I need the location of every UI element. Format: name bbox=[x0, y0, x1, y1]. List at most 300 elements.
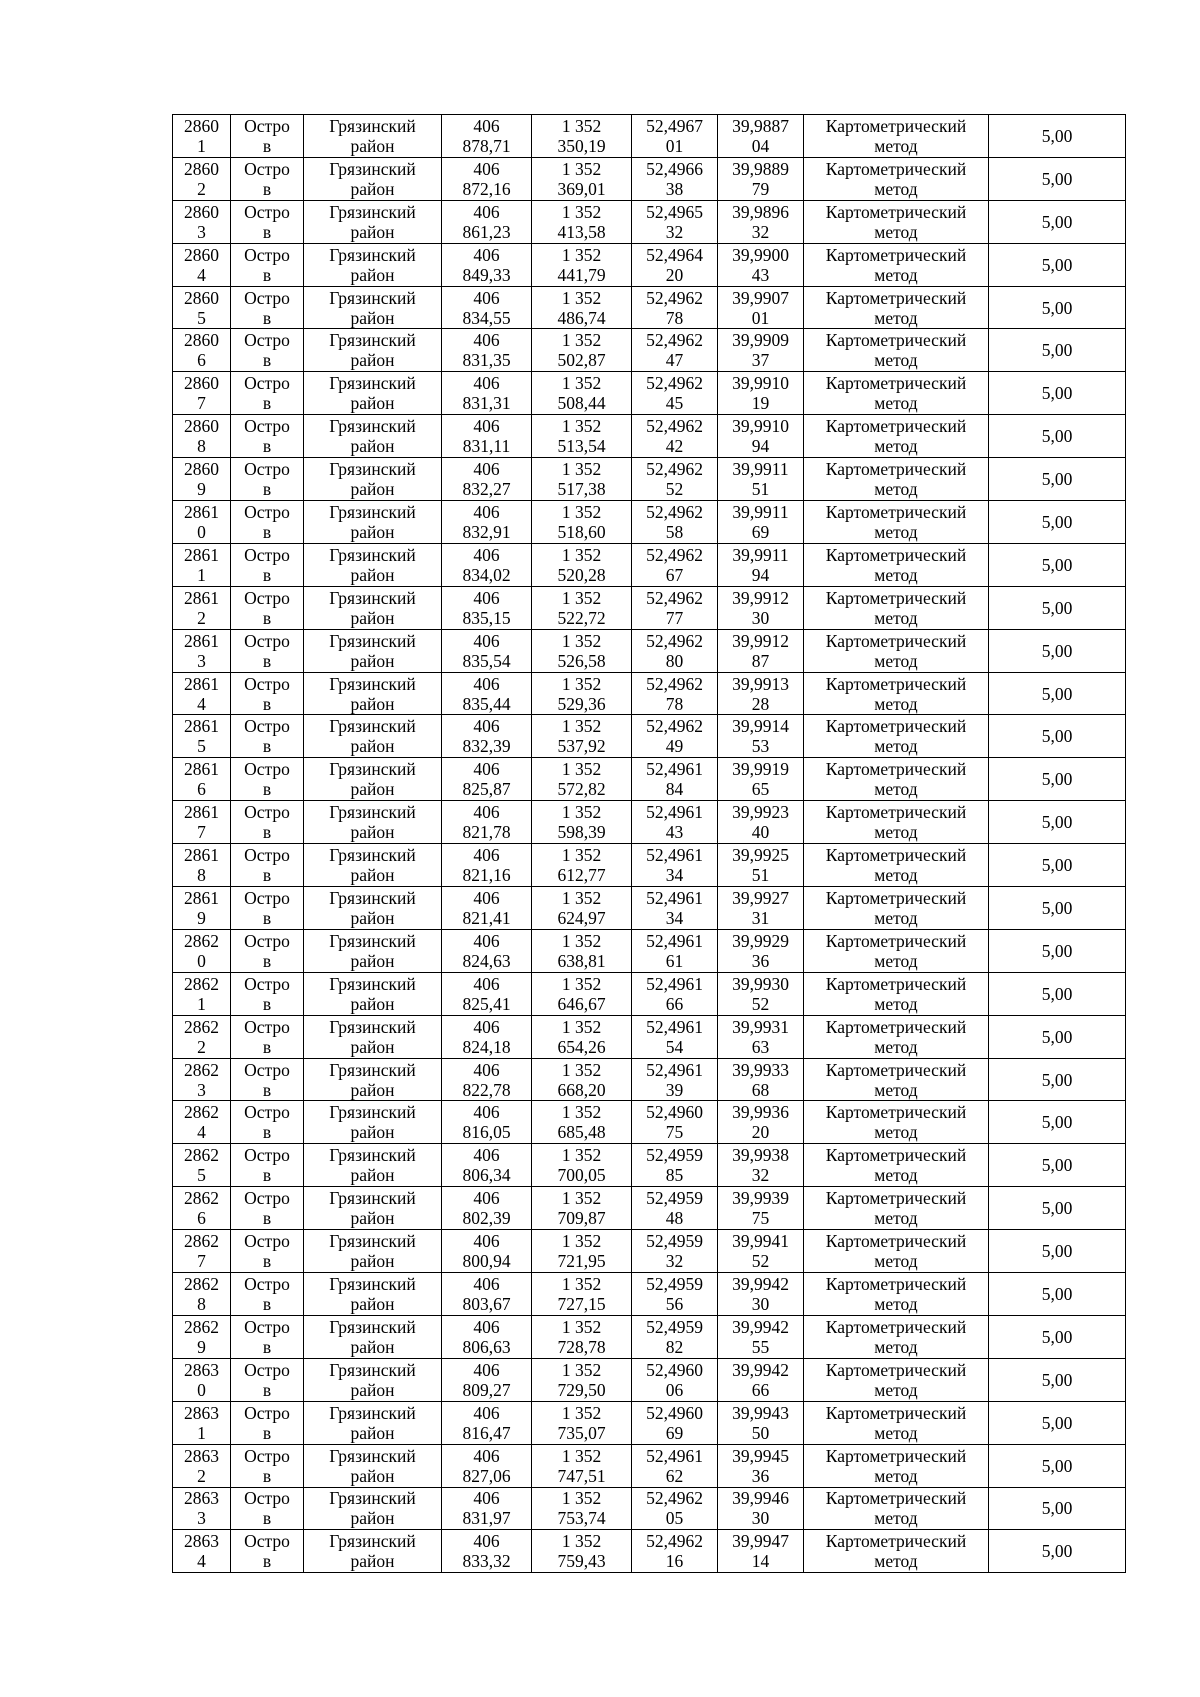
accuracy-cell: 5,00 bbox=[989, 1358, 1126, 1401]
object-type-cell: Остро в bbox=[231, 1101, 304, 1144]
object-type-cell: Остро в bbox=[231, 1444, 304, 1487]
accuracy-cell: 5,00 bbox=[989, 1401, 1126, 1444]
table-row bbox=[173, 329, 1126, 372]
accuracy-cell: 5,00 bbox=[989, 372, 1126, 415]
coord-x-cell: 406 872,16 bbox=[442, 157, 532, 200]
longitude-cell: 39,9919 65 bbox=[718, 758, 804, 801]
district-cell: Грязинский район bbox=[304, 629, 442, 672]
object-type-cell: Остро в bbox=[231, 1015, 304, 1058]
object-type-cell: Остро в bbox=[231, 887, 304, 930]
coord-y-cell: 1 352 700,05 bbox=[532, 1144, 632, 1187]
point-number-cell: 2860 1 bbox=[173, 115, 231, 158]
district-cell: Грязинский район bbox=[304, 1487, 442, 1530]
table-row bbox=[173, 1487, 1126, 1530]
point-number-cell: 2862 5 bbox=[173, 1144, 231, 1187]
table-row bbox=[173, 1187, 1126, 1230]
district-cell: Грязинский район bbox=[304, 115, 442, 158]
method-cell: Картометрический метод bbox=[804, 929, 989, 972]
longitude-cell: 39,9930 52 bbox=[718, 972, 804, 1015]
coord-x-cell: 406 832,27 bbox=[442, 458, 532, 501]
table-row bbox=[173, 372, 1126, 415]
coord-x-cell: 406 822,78 bbox=[442, 1058, 532, 1101]
latitude-cell: 52,4967 01 bbox=[632, 115, 718, 158]
coord-x-cell: 406 827,06 bbox=[442, 1444, 532, 1487]
longitude-cell: 39,9947 14 bbox=[718, 1530, 804, 1573]
latitude-cell: 52,4965 32 bbox=[632, 200, 718, 243]
point-number-cell: 2863 1 bbox=[173, 1401, 231, 1444]
point-number-cell: 2862 7 bbox=[173, 1230, 231, 1273]
accuracy-cell: 5,00 bbox=[989, 1144, 1126, 1187]
longitude-cell: 39,9900 43 bbox=[718, 243, 804, 286]
object-type-cell: Остро в bbox=[231, 157, 304, 200]
method-cell: Картометрический метод bbox=[804, 243, 989, 286]
coord-x-cell: 406 834,55 bbox=[442, 286, 532, 329]
method-cell: Картометрический метод bbox=[804, 501, 989, 544]
method-cell: Картометрический метод bbox=[804, 1230, 989, 1273]
method-cell: Картометрический метод bbox=[804, 329, 989, 372]
longitude-cell: 39,9911 51 bbox=[718, 458, 804, 501]
object-type-cell: Остро в bbox=[231, 801, 304, 844]
table-row bbox=[173, 758, 1126, 801]
accuracy-cell: 5,00 bbox=[989, 1444, 1126, 1487]
coord-y-cell: 1 352 518,60 bbox=[532, 501, 632, 544]
coord-y-cell: 1 352 747,51 bbox=[532, 1444, 632, 1487]
district-cell: Грязинский район bbox=[304, 1101, 442, 1144]
latitude-cell: 52,4961 84 bbox=[632, 758, 718, 801]
accuracy-cell: 5,00 bbox=[989, 844, 1126, 887]
district-cell: Грязинский район bbox=[304, 372, 442, 415]
method-cell: Картометрический метод bbox=[804, 672, 989, 715]
object-type-cell: Остро в bbox=[231, 543, 304, 586]
table-row bbox=[173, 157, 1126, 200]
coord-y-cell: 1 352 537,92 bbox=[532, 715, 632, 758]
coord-x-cell: 406 831,11 bbox=[442, 415, 532, 458]
point-number-cell: 2861 8 bbox=[173, 844, 231, 887]
longitude-cell: 39,9911 94 bbox=[718, 543, 804, 586]
accuracy-cell: 5,00 bbox=[989, 1101, 1126, 1144]
accuracy-cell: 5,00 bbox=[989, 972, 1126, 1015]
object-type-cell: Остро в bbox=[231, 1187, 304, 1230]
point-number-cell: 2861 3 bbox=[173, 629, 231, 672]
district-cell: Грязинский район bbox=[304, 1358, 442, 1401]
table-row bbox=[173, 415, 1126, 458]
method-cell: Картометрический метод bbox=[804, 115, 989, 158]
coord-y-cell: 1 352 572,82 bbox=[532, 758, 632, 801]
point-number-cell: 2860 8 bbox=[173, 415, 231, 458]
district-cell: Грязинский район bbox=[304, 586, 442, 629]
method-cell: Картометрический метод bbox=[804, 629, 989, 672]
point-number-cell: 2861 4 bbox=[173, 672, 231, 715]
longitude-cell: 39,9936 20 bbox=[718, 1101, 804, 1144]
object-type-cell: Остро в bbox=[231, 286, 304, 329]
method-cell: Картометрический метод bbox=[804, 801, 989, 844]
coord-y-cell: 1 352 735,07 bbox=[532, 1401, 632, 1444]
district-cell: Грязинский район bbox=[304, 801, 442, 844]
district-cell: Грязинский район bbox=[304, 243, 442, 286]
method-cell: Картометрический метод bbox=[804, 200, 989, 243]
table-row bbox=[173, 1315, 1126, 1358]
table-row bbox=[173, 1230, 1126, 1273]
district-cell: Грязинский район bbox=[304, 672, 442, 715]
method-cell: Картометрический метод bbox=[804, 543, 989, 586]
point-number-cell: 2861 0 bbox=[173, 501, 231, 544]
longitude-cell: 39,9923 40 bbox=[718, 801, 804, 844]
latitude-cell: 52,4959 82 bbox=[632, 1315, 718, 1358]
longitude-cell: 39,9912 87 bbox=[718, 629, 804, 672]
coord-y-cell: 1 352 654,26 bbox=[532, 1015, 632, 1058]
district-cell: Грязинский район bbox=[304, 715, 442, 758]
coord-x-cell: 406 834,02 bbox=[442, 543, 532, 586]
coord-x-cell: 406 849,33 bbox=[442, 243, 532, 286]
district-cell: Грязинский район bbox=[304, 157, 442, 200]
coord-x-cell: 406 825,87 bbox=[442, 758, 532, 801]
object-type-cell: Остро в bbox=[231, 501, 304, 544]
object-type-cell: Остро в bbox=[231, 929, 304, 972]
longitude-cell: 39,9929 36 bbox=[718, 929, 804, 972]
coord-y-cell: 1 352 520,28 bbox=[532, 543, 632, 586]
district-cell: Грязинский район bbox=[304, 1230, 442, 1273]
latitude-cell: 52,4961 43 bbox=[632, 801, 718, 844]
district-cell: Грязинский район bbox=[304, 1058, 442, 1101]
point-number-cell: 2860 9 bbox=[173, 458, 231, 501]
table-row bbox=[173, 1444, 1126, 1487]
table-row bbox=[173, 501, 1126, 544]
accuracy-cell: 5,00 bbox=[989, 458, 1126, 501]
longitude-cell: 39,9938 32 bbox=[718, 1144, 804, 1187]
coord-y-cell: 1 352 646,67 bbox=[532, 972, 632, 1015]
point-number-cell: 2860 5 bbox=[173, 286, 231, 329]
point-number-cell: 2860 7 bbox=[173, 372, 231, 415]
district-cell: Грязинский район bbox=[304, 1015, 442, 1058]
latitude-cell: 52,4961 39 bbox=[632, 1058, 718, 1101]
point-number-cell: 2862 9 bbox=[173, 1315, 231, 1358]
coord-y-cell: 1 352 753,74 bbox=[532, 1487, 632, 1530]
table-row bbox=[173, 1401, 1126, 1444]
longitude-cell: 39,9914 53 bbox=[718, 715, 804, 758]
method-cell: Картометрический метод bbox=[804, 1273, 989, 1316]
table-row bbox=[173, 200, 1126, 243]
coord-x-cell: 406 809,27 bbox=[442, 1358, 532, 1401]
method-cell: Картометрический метод bbox=[804, 372, 989, 415]
longitude-cell: 39,9896 32 bbox=[718, 200, 804, 243]
coord-x-cell: 406 835,44 bbox=[442, 672, 532, 715]
object-type-cell: Остро в bbox=[231, 1144, 304, 1187]
method-cell: Картометрический метод bbox=[804, 1015, 989, 1058]
coord-y-cell: 1 352 502,87 bbox=[532, 329, 632, 372]
coord-x-cell: 406 803,67 bbox=[442, 1273, 532, 1316]
method-cell: Картометрический метод bbox=[804, 887, 989, 930]
accuracy-cell: 5,00 bbox=[989, 672, 1126, 715]
latitude-cell: 52,4961 66 bbox=[632, 972, 718, 1015]
longitude-cell: 39,9946 30 bbox=[718, 1487, 804, 1530]
latitude-cell: 52,4959 85 bbox=[632, 1144, 718, 1187]
method-cell: Картометрический метод bbox=[804, 972, 989, 1015]
object-type-cell: Остро в bbox=[231, 1401, 304, 1444]
point-number-cell: 2862 4 bbox=[173, 1101, 231, 1144]
point-number-cell: 2861 6 bbox=[173, 758, 231, 801]
latitude-cell: 52,4962 58 bbox=[632, 501, 718, 544]
object-type-cell: Остро в bbox=[231, 372, 304, 415]
latitude-cell: 52,4962 67 bbox=[632, 543, 718, 586]
longitude-cell: 39,9889 79 bbox=[718, 157, 804, 200]
accuracy-cell: 5,00 bbox=[989, 1315, 1126, 1358]
accuracy-cell: 5,00 bbox=[989, 1187, 1126, 1230]
method-cell: Картометрический метод bbox=[804, 1444, 989, 1487]
accuracy-cell: 5,00 bbox=[989, 1015, 1126, 1058]
coord-y-cell: 1 352 685,48 bbox=[532, 1101, 632, 1144]
accuracy-cell: 5,00 bbox=[989, 887, 1126, 930]
longitude-cell: 39,9910 94 bbox=[718, 415, 804, 458]
coord-x-cell: 406 824,18 bbox=[442, 1015, 532, 1058]
method-cell: Картометрический метод bbox=[804, 1144, 989, 1187]
latitude-cell: 52,4962 80 bbox=[632, 629, 718, 672]
longitude-cell: 39,9945 36 bbox=[718, 1444, 804, 1487]
coord-x-cell: 406 825,41 bbox=[442, 972, 532, 1015]
coord-x-cell: 406 821,16 bbox=[442, 844, 532, 887]
coord-y-cell: 1 352 486,74 bbox=[532, 286, 632, 329]
point-number-cell: 2860 2 bbox=[173, 157, 231, 200]
latitude-cell: 52,4959 32 bbox=[632, 1230, 718, 1273]
latitude-cell: 52,4964 20 bbox=[632, 243, 718, 286]
coord-y-cell: 1 352 522,72 bbox=[532, 586, 632, 629]
longitude-cell: 39,9927 31 bbox=[718, 887, 804, 930]
table-row bbox=[173, 243, 1126, 286]
longitude-cell: 39,9942 66 bbox=[718, 1358, 804, 1401]
table-row bbox=[173, 1273, 1126, 1316]
latitude-cell: 52,4962 47 bbox=[632, 329, 718, 372]
point-number-cell: 2860 6 bbox=[173, 329, 231, 372]
table-row bbox=[173, 586, 1126, 629]
object-type-cell: Остро в bbox=[231, 243, 304, 286]
coord-y-cell: 1 352 727,15 bbox=[532, 1273, 632, 1316]
object-type-cell: Остро в bbox=[231, 200, 304, 243]
point-number-cell: 2862 2 bbox=[173, 1015, 231, 1058]
coord-x-cell: 406 821,78 bbox=[442, 801, 532, 844]
table-row bbox=[173, 543, 1126, 586]
point-number-cell: 2863 3 bbox=[173, 1487, 231, 1530]
district-cell: Грязинский район bbox=[304, 929, 442, 972]
table-row bbox=[173, 672, 1126, 715]
latitude-cell: 52,4959 48 bbox=[632, 1187, 718, 1230]
coord-x-cell: 406 835,15 bbox=[442, 586, 532, 629]
object-type-cell: Остро в bbox=[231, 415, 304, 458]
accuracy-cell: 5,00 bbox=[989, 1058, 1126, 1101]
method-cell: Картометрический метод bbox=[804, 758, 989, 801]
coord-y-cell: 1 352 709,87 bbox=[532, 1187, 632, 1230]
accuracy-cell: 5,00 bbox=[989, 801, 1126, 844]
table-row bbox=[173, 1058, 1126, 1101]
object-type-cell: Остро в bbox=[231, 629, 304, 672]
coordinates-table bbox=[172, 114, 1126, 1573]
latitude-cell: 52,4961 34 bbox=[632, 887, 718, 930]
district-cell: Грязинский район bbox=[304, 200, 442, 243]
point-number-cell: 2863 0 bbox=[173, 1358, 231, 1401]
longitude-cell: 39,9913 28 bbox=[718, 672, 804, 715]
coord-y-cell: 1 352 728,78 bbox=[532, 1315, 632, 1358]
method-cell: Картометрический метод bbox=[804, 844, 989, 887]
coord-x-cell: 406 878,71 bbox=[442, 115, 532, 158]
coord-x-cell: 406 816,05 bbox=[442, 1101, 532, 1144]
latitude-cell: 52,4962 77 bbox=[632, 586, 718, 629]
object-type-cell: Остро в bbox=[231, 586, 304, 629]
accuracy-cell: 5,00 bbox=[989, 115, 1126, 158]
latitude-cell: 52,4961 61 bbox=[632, 929, 718, 972]
object-type-cell: Остро в bbox=[231, 758, 304, 801]
point-number-cell: 2861 5 bbox=[173, 715, 231, 758]
point-number-cell: 2863 2 bbox=[173, 1444, 231, 1487]
coord-x-cell: 406 831,35 bbox=[442, 329, 532, 372]
object-type-cell: Остро в bbox=[231, 329, 304, 372]
accuracy-cell: 5,00 bbox=[989, 415, 1126, 458]
coord-x-cell: 406 806,34 bbox=[442, 1144, 532, 1187]
coord-x-cell: 406 832,91 bbox=[442, 501, 532, 544]
coord-x-cell: 406 832,39 bbox=[442, 715, 532, 758]
accuracy-cell: 5,00 bbox=[989, 758, 1126, 801]
table-row bbox=[173, 1015, 1126, 1058]
longitude-cell: 39,9933 68 bbox=[718, 1058, 804, 1101]
object-type-cell: Остро в bbox=[231, 972, 304, 1015]
coord-y-cell: 1 352 517,38 bbox=[532, 458, 632, 501]
latitude-cell: 52,4962 45 bbox=[632, 372, 718, 415]
longitude-cell: 39,9942 55 bbox=[718, 1315, 804, 1358]
latitude-cell: 52,4960 69 bbox=[632, 1401, 718, 1444]
longitude-cell: 39,9925 51 bbox=[718, 844, 804, 887]
method-cell: Картометрический метод bbox=[804, 1530, 989, 1573]
latitude-cell: 52,4962 52 bbox=[632, 458, 718, 501]
district-cell: Грязинский район bbox=[304, 501, 442, 544]
latitude-cell: 52,4961 34 bbox=[632, 844, 718, 887]
district-cell: Грязинский район bbox=[304, 1144, 442, 1187]
coord-x-cell: 406 831,31 bbox=[442, 372, 532, 415]
coord-x-cell: 406 800,94 bbox=[442, 1230, 532, 1273]
district-cell: Грязинский район bbox=[304, 1444, 442, 1487]
method-cell: Картометрический метод bbox=[804, 1315, 989, 1358]
latitude-cell: 52,4962 49 bbox=[632, 715, 718, 758]
longitude-cell: 39,9910 19 bbox=[718, 372, 804, 415]
point-number-cell: 2861 1 bbox=[173, 543, 231, 586]
district-cell: Грязинский район bbox=[304, 1530, 442, 1573]
object-type-cell: Остро в bbox=[231, 1058, 304, 1101]
method-cell: Картометрический метод bbox=[804, 415, 989, 458]
longitude-cell: 39,9939 75 bbox=[718, 1187, 804, 1230]
accuracy-cell: 5,00 bbox=[989, 501, 1126, 544]
object-type-cell: Остро в bbox=[231, 1273, 304, 1316]
coord-x-cell: 406 833,32 bbox=[442, 1530, 532, 1573]
method-cell: Картометрический метод bbox=[804, 586, 989, 629]
longitude-cell: 39,9942 30 bbox=[718, 1273, 804, 1316]
district-cell: Грязинский район bbox=[304, 329, 442, 372]
accuracy-cell: 5,00 bbox=[989, 157, 1126, 200]
object-type-cell: Остро в bbox=[231, 1487, 304, 1530]
point-number-cell: 2862 0 bbox=[173, 929, 231, 972]
accuracy-cell: 5,00 bbox=[989, 329, 1126, 372]
coord-y-cell: 1 352 508,44 bbox=[532, 372, 632, 415]
coord-y-cell: 1 352 638,81 bbox=[532, 929, 632, 972]
method-cell: Картометрический метод bbox=[804, 1187, 989, 1230]
point-number-cell: 2863 4 bbox=[173, 1530, 231, 1573]
coord-x-cell: 406 802,39 bbox=[442, 1187, 532, 1230]
district-cell: Грязинский район bbox=[304, 1315, 442, 1358]
point-number-cell: 2860 3 bbox=[173, 200, 231, 243]
latitude-cell: 52,4960 75 bbox=[632, 1101, 718, 1144]
point-number-cell: 2862 8 bbox=[173, 1273, 231, 1316]
district-cell: Грязинский район bbox=[304, 543, 442, 586]
coord-y-cell: 1 352 729,50 bbox=[532, 1358, 632, 1401]
table-row bbox=[173, 715, 1126, 758]
object-type-cell: Остро в bbox=[231, 115, 304, 158]
point-number-cell: 2861 9 bbox=[173, 887, 231, 930]
longitude-cell: 39,9887 04 bbox=[718, 115, 804, 158]
method-cell: Картометрический метод bbox=[804, 715, 989, 758]
district-cell: Грязинский район bbox=[304, 887, 442, 930]
latitude-cell: 52,4960 06 bbox=[632, 1358, 718, 1401]
method-cell: Картометрический метод bbox=[804, 286, 989, 329]
district-cell: Грязинский район bbox=[304, 758, 442, 801]
coord-y-cell: 1 352 529,36 bbox=[532, 672, 632, 715]
latitude-cell: 52,4959 56 bbox=[632, 1273, 718, 1316]
accuracy-cell: 5,00 bbox=[989, 286, 1126, 329]
district-cell: Грязинский район bbox=[304, 458, 442, 501]
accuracy-cell: 5,00 bbox=[989, 586, 1126, 629]
accuracy-cell: 5,00 bbox=[989, 1530, 1126, 1573]
method-cell: Картометрический метод bbox=[804, 458, 989, 501]
coord-y-cell: 1 352 369,01 bbox=[532, 157, 632, 200]
latitude-cell: 52,4961 54 bbox=[632, 1015, 718, 1058]
table-row bbox=[173, 1358, 1126, 1401]
latitude-cell: 52,4966 38 bbox=[632, 157, 718, 200]
coord-y-cell: 1 352 526,58 bbox=[532, 629, 632, 672]
table-row bbox=[173, 1144, 1126, 1187]
coord-y-cell: 1 352 759,43 bbox=[532, 1530, 632, 1573]
longitude-cell: 39,9907 01 bbox=[718, 286, 804, 329]
point-number-cell: 2862 6 bbox=[173, 1187, 231, 1230]
coord-y-cell: 1 352 612,77 bbox=[532, 844, 632, 887]
point-number-cell: 2862 1 bbox=[173, 972, 231, 1015]
object-type-cell: Остро в bbox=[231, 1530, 304, 1573]
object-type-cell: Остро в bbox=[231, 1315, 304, 1358]
latitude-cell: 52,4962 78 bbox=[632, 286, 718, 329]
table-row bbox=[173, 972, 1126, 1015]
coord-y-cell: 1 352 668,20 bbox=[532, 1058, 632, 1101]
coord-y-cell: 1 352 350,19 bbox=[532, 115, 632, 158]
coord-x-cell: 406 816,47 bbox=[442, 1401, 532, 1444]
object-type-cell: Остро в bbox=[231, 844, 304, 887]
accuracy-cell: 5,00 bbox=[989, 543, 1126, 586]
method-cell: Картометрический метод bbox=[804, 1358, 989, 1401]
district-cell: Грязинский район bbox=[304, 286, 442, 329]
table-row bbox=[173, 801, 1126, 844]
coord-x-cell: 406 861,23 bbox=[442, 200, 532, 243]
object-type-cell: Остро в bbox=[231, 1358, 304, 1401]
accuracy-cell: 5,00 bbox=[989, 1230, 1126, 1273]
point-number-cell: 2861 2 bbox=[173, 586, 231, 629]
method-cell: Картометрический метод bbox=[804, 1058, 989, 1101]
coord-y-cell: 1 352 624,97 bbox=[532, 887, 632, 930]
table-row bbox=[173, 115, 1126, 158]
longitude-cell: 39,9911 69 bbox=[718, 501, 804, 544]
coord-y-cell: 1 352 721,95 bbox=[532, 1230, 632, 1273]
point-number-cell: 2860 4 bbox=[173, 243, 231, 286]
latitude-cell: 52,4962 78 bbox=[632, 672, 718, 715]
object-type-cell: Остро в bbox=[231, 458, 304, 501]
method-cell: Картометрический метод bbox=[804, 157, 989, 200]
accuracy-cell: 5,00 bbox=[989, 200, 1126, 243]
method-cell: Картометрический метод bbox=[804, 1101, 989, 1144]
longitude-cell: 39,9941 52 bbox=[718, 1230, 804, 1273]
method-cell: Картометрический метод bbox=[804, 1401, 989, 1444]
coord-y-cell: 1 352 513,54 bbox=[532, 415, 632, 458]
longitude-cell: 39,9909 37 bbox=[718, 329, 804, 372]
